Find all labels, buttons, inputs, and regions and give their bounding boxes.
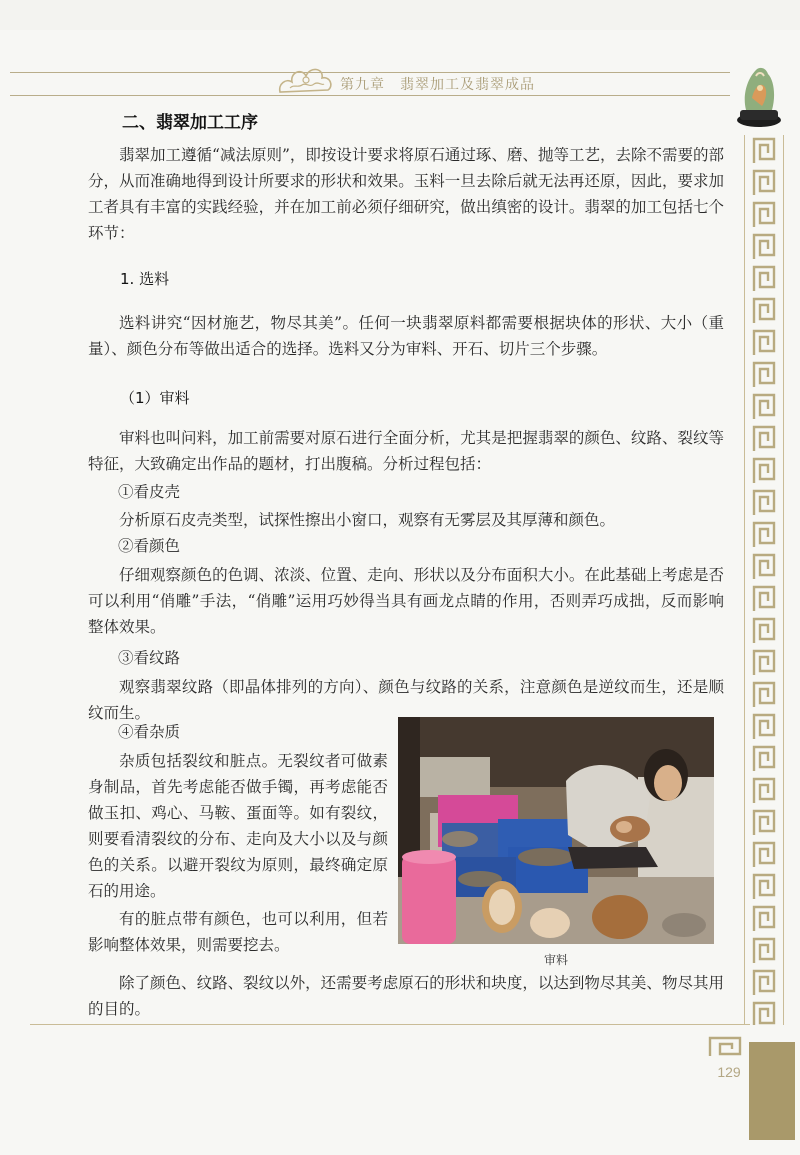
- closing-paragraph: 除了颜色、纹路、裂纹以外，还需要考虑原石的形状和块度，以达到物尽其美、物尽其用的目的。: [88, 974, 724, 1018]
- top-margin: [0, 0, 800, 30]
- fret-border-icon: [750, 135, 778, 1025]
- step-paragraph: 审料也叫问料，加工前需要对原石进行全面分析，尤其是把握翡翠的颜色、纹路、裂纹等特征，大致确定出作品的题材，打出腹稿。分析过程包括：: [88, 429, 724, 473]
- subsection-heading: 1. 选料: [120, 270, 170, 288]
- item-text-texture: 观察翡翠纹路（即晶体排列的方向）、颜色与纹路的关系，注意颜色是逆纹而生，还是顺纹而生。: [88, 678, 724, 722]
- item-label-impurity: ④看杂质: [118, 723, 181, 741]
- footer-rule: [30, 1024, 750, 1025]
- header-rule-bottom: [10, 95, 730, 96]
- item-text-skin: 分析原石皮壳类型，试探性擦出小窗口，观察有无雾层及其厚薄和颜色。: [119, 511, 616, 529]
- item-label-skin: ①看皮壳: [118, 483, 181, 501]
- jade-carving-icon: [734, 58, 784, 130]
- section-heading: 二、翡翠加工工序: [122, 113, 258, 133]
- step-heading: （1）审料: [120, 389, 190, 407]
- dirt-paragraph: 有的脏点带有颜色，也可以利用，但若影响整体效果，则需要挖去。: [88, 910, 388, 954]
- chapter-header: 第九章 翡翠加工及翡翠成品: [340, 77, 535, 93]
- corner-fret-icon: [706, 1034, 746, 1060]
- item-label-texture: ③看纹路: [118, 649, 181, 667]
- item-text-impurity: 杂质包括裂纹和脏点。无裂纹者可做素身制品，首先考虑能否做手镯，再考虑能否做玉扣、鸡心、马鞍、蛋面等。如有裂纹，则要看清裂纹的分布、走向及大小以及与颜色的关系。以避开裂纹为原则，最终确定原石的用途。: [88, 752, 388, 900]
- item-text-color: 仔细观察颜色的色调、浓淡、位置、走向、形状以及分布面积大小。在此基础上考虑是否可以利用“俏雕”手法，“俏雕”运用巧妙得当具有画龙点睛的作用，否则弄巧成拙，反而影响整体效果。: [88, 566, 724, 636]
- photo-caption: 审料: [543, 953, 568, 967]
- item-label-color: ②看颜色: [118, 537, 181, 555]
- material-inspection-photo: [398, 717, 714, 944]
- header-rule-top: [10, 72, 730, 73]
- cloud-ornament-icon: [276, 62, 336, 98]
- selection-paragraph: 选料讲究“因材施艺，物尽其美”。任何一块翡翠原料都需要根据块体的形状、大小（重量）、颜色分布等做出适合的选择。选料又分为审料、开石、切片三个步骤。: [88, 314, 724, 358]
- intro-paragraph: 翡翠加工遵循“减法原则”，即按设计要求将原石通过琢、磨、抛等工艺，去除不需要的部分，从而准确地得到设计所要求的形状和效果。玉料一旦去除后就无法再还原，因此，要求加工者具有丰富的实践经验，并在加工前必须仔细研究，做出缜密的设计。翡翠的加工包括七个环节：: [88, 146, 724, 242]
- page-number: 129: [717, 1064, 741, 1080]
- footer-color-block: [749, 1042, 795, 1140]
